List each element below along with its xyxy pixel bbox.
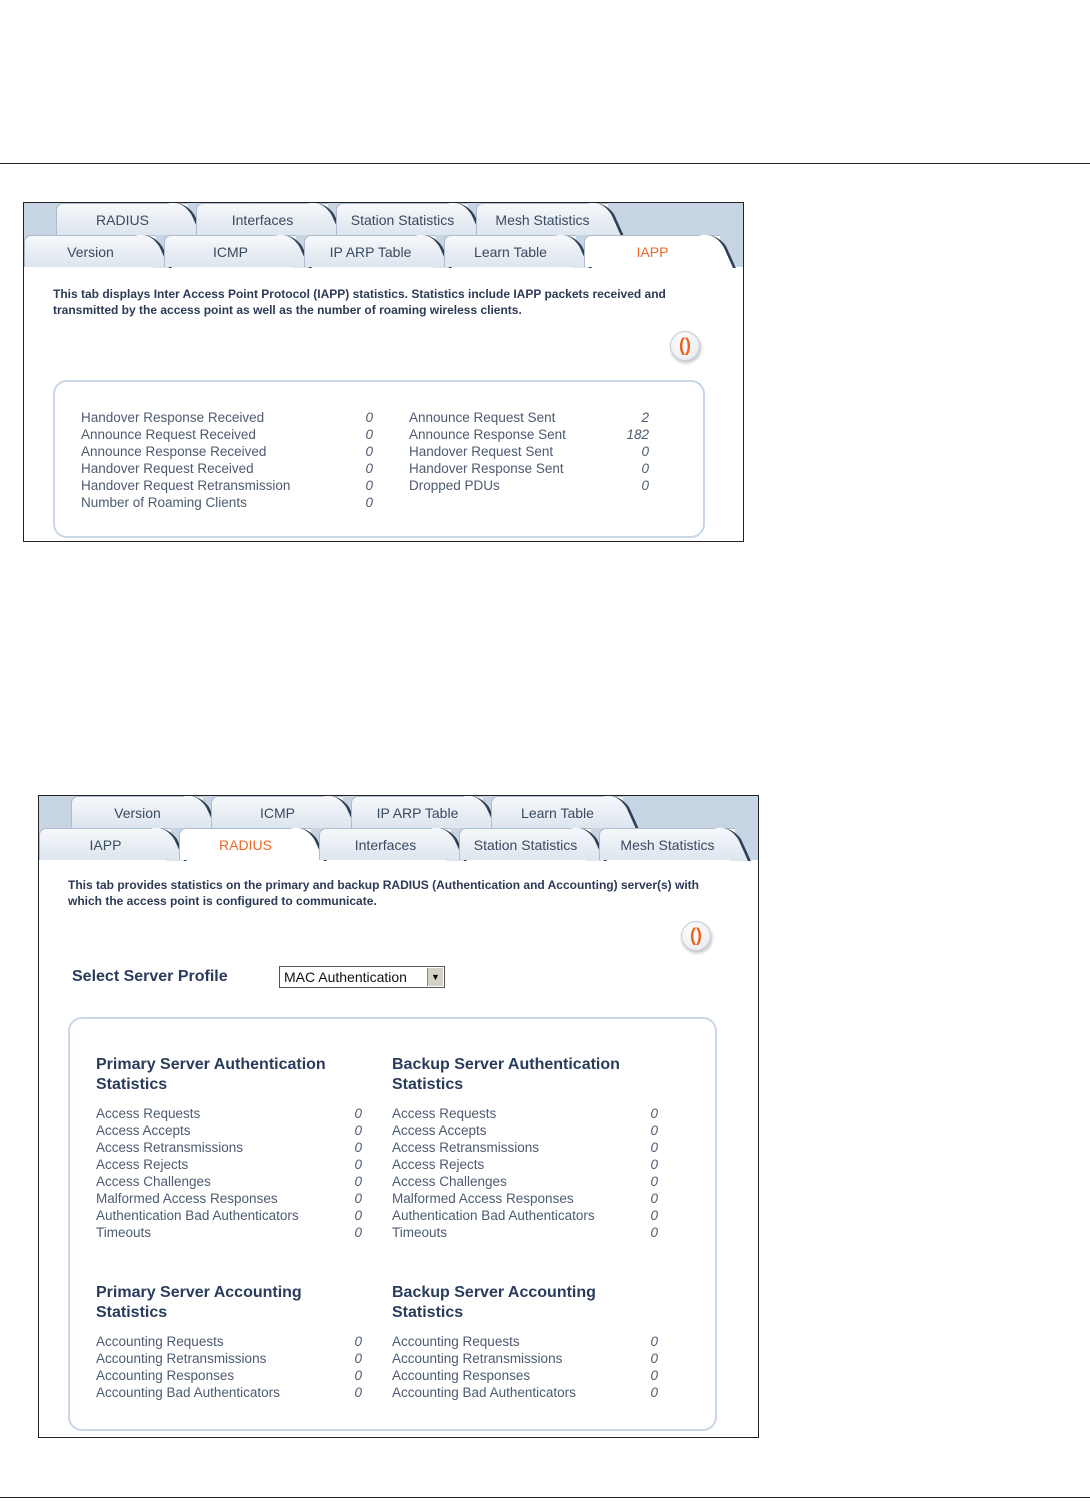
- stat-value: 0: [641, 478, 649, 493]
- stat-value: 0: [365, 444, 373, 459]
- tab-version[interactable]: Version: [24, 235, 156, 267]
- tab-iapp-active[interactable]: IAPP: [584, 235, 720, 267]
- tab-interfaces[interactable]: Interfaces: [196, 203, 328, 235]
- stat-label: Access Requests: [392, 1106, 497, 1121]
- stat-value: 0: [650, 1334, 658, 1349]
- tab-ip-arp-table[interactable]: IP ARP Table: [351, 796, 483, 828]
- tab-mesh-statistics[interactable]: Mesh Statistics: [599, 828, 735, 860]
- stat-value: 0: [650, 1123, 658, 1138]
- stat-label: Authentication Bad Authenticators: [96, 1208, 299, 1223]
- tab-ip-arp-table[interactable]: IP ARP Table: [304, 235, 436, 267]
- tab-icmp[interactable]: ICMP: [164, 235, 296, 267]
- stat-label: Announce Request Received: [81, 427, 256, 442]
- stat-value: 0: [354, 1225, 362, 1240]
- select-server-profile-label: Select Server Profile: [72, 968, 228, 985]
- stat-value: 0: [650, 1385, 658, 1400]
- stat-value: 0: [365, 495, 373, 510]
- refresh-icon[interactable]: (): [681, 921, 711, 951]
- tab-row-top: [39, 796, 758, 828]
- iapp-stats-box: [53, 380, 705, 538]
- stat-label: Access Requests: [96, 1106, 201, 1121]
- stat-label: Accounting Responses: [96, 1368, 235, 1383]
- stat-label: Malformed Access Responses: [392, 1191, 574, 1206]
- server-profile-value: MAC Authentication: [284, 969, 407, 985]
- refresh-icon[interactable]: (): [670, 331, 700, 361]
- stat-label: Announce Response Sent: [409, 427, 566, 442]
- stat-label: Accounting Bad Authenticators: [96, 1385, 280, 1400]
- tab-row-top: [24, 203, 743, 235]
- stat-value: 0: [354, 1106, 362, 1121]
- stat-label: Handover Request Retransmission: [81, 478, 291, 493]
- primary-acct-title: Primary Server Accounting Statistics: [96, 1284, 302, 1321]
- stat-value: 0: [365, 461, 373, 476]
- stat-label: Handover Response Received: [81, 410, 265, 425]
- stat-value: 0: [641, 444, 649, 459]
- radius-panel: [38, 795, 759, 1438]
- stat-value: 0: [650, 1208, 658, 1223]
- radius-description: This tab provides statistics on the primary and backup RADIUS (Authentication and Accounting) server(s) with which the access point is configured to communicate.: [68, 878, 699, 908]
- tab-interfaces[interactable]: Interfaces: [319, 828, 451, 860]
- stat-label: Announce Response Received: [81, 444, 267, 459]
- stat-value: 0: [365, 427, 373, 442]
- stat-label: Timeouts: [96, 1225, 152, 1240]
- stat-value: 0: [650, 1174, 658, 1189]
- page-top-rule: [0, 163, 1090, 164]
- stat-label: Number of Roaming Clients: [81, 495, 247, 510]
- stat-value: 0: [365, 478, 373, 493]
- stat-label: Announce Request Sent: [409, 410, 556, 425]
- stat-value: 0: [650, 1140, 658, 1155]
- stat-value: 0: [650, 1106, 658, 1121]
- stat-label: Accounting Retransmissions: [96, 1351, 267, 1366]
- stat-value: 0: [354, 1123, 362, 1138]
- stat-value: 0: [354, 1368, 362, 1383]
- stat-value: 0: [650, 1191, 658, 1206]
- stat-value: 0: [650, 1225, 658, 1240]
- tab-learn-table[interactable]: Learn Table: [444, 235, 576, 267]
- stat-value: 0: [354, 1351, 362, 1366]
- tab-version[interactable]: Version: [71, 796, 203, 828]
- stat-label: Access Retransmissions: [96, 1140, 244, 1155]
- tab-station-statistics[interactable]: Station Statistics: [336, 203, 468, 235]
- stat-value: 0: [650, 1351, 658, 1366]
- stat-value: 0: [354, 1385, 362, 1400]
- tab-mesh-statistics[interactable]: Mesh Statistics: [476, 203, 608, 235]
- stat-label: Handover Request Received: [81, 461, 254, 476]
- backup-acct-title: Backup Server Accounting Statistics: [392, 1284, 596, 1321]
- stat-label: Access Rejects: [392, 1157, 485, 1172]
- backup-auth-title: Backup Server Authentication Statistics: [392, 1056, 620, 1093]
- tab-station-statistics[interactable]: Station Statistics: [459, 828, 591, 860]
- stat-label: Handover Request Sent: [409, 444, 554, 459]
- stat-value: 0: [354, 1191, 362, 1206]
- stat-label: Access Accepts: [96, 1123, 191, 1138]
- stat-label: Accounting Requests: [392, 1334, 520, 1349]
- stat-value: 0: [354, 1334, 362, 1349]
- stat-value: 0: [354, 1140, 362, 1155]
- stat-label: Accounting Retransmissions: [392, 1351, 563, 1366]
- stat-label: Access Retransmissions: [392, 1140, 540, 1155]
- stat-label: Access Accepts: [392, 1123, 487, 1138]
- tab-learn-table[interactable]: Learn Table: [491, 796, 623, 828]
- stat-label: Authentication Bad Authenticators: [392, 1208, 595, 1223]
- tab-radius-active[interactable]: RADIUS: [179, 828, 311, 860]
- stat-value: 2: [641, 410, 649, 425]
- stat-label: Accounting Responses: [392, 1368, 531, 1383]
- iapp-panel: [23, 202, 744, 542]
- stat-value: 182: [626, 427, 649, 442]
- stat-label: Timeouts: [392, 1225, 448, 1240]
- stat-label: Access Challenges: [392, 1174, 507, 1189]
- primary-auth-title: Primary Server Authentication Statistics: [96, 1056, 326, 1093]
- iapp-description: This tab displays Inter Access Point Protocol (IAPP) statistics. Statistics include IAPP packets received and transmitted by the access point as well as the number of roaming wireless clients.: [53, 287, 666, 317]
- stat-label: Accounting Bad Authenticators: [392, 1385, 576, 1400]
- stat-value: 0: [641, 461, 649, 476]
- stat-value: 0: [650, 1368, 658, 1383]
- chevron-down-icon[interactable]: ▼: [427, 968, 443, 986]
- tab-iapp[interactable]: IAPP: [39, 828, 171, 860]
- stat-label: Access Challenges: [96, 1174, 211, 1189]
- stat-value: 0: [354, 1208, 362, 1223]
- server-profile-select[interactable]: [279, 966, 445, 988]
- radius-stats-box: [68, 1017, 717, 1431]
- stat-value: 0: [354, 1157, 362, 1172]
- tab-row-bottom: [39, 828, 758, 860]
- stat-label: Dropped PDUs: [409, 478, 500, 493]
- tab-icmp[interactable]: ICMP: [211, 796, 343, 828]
- stat-label: Accounting Requests: [96, 1334, 224, 1349]
- stat-value: 0: [354, 1174, 362, 1189]
- stat-label: Access Rejects: [96, 1157, 189, 1172]
- tab-row-bottom: [24, 235, 743, 267]
- stat-value: 0: [650, 1157, 658, 1172]
- stat-label: Malformed Access Responses: [96, 1191, 278, 1206]
- stat-label: Handover Response Sent: [409, 461, 564, 476]
- stat-value: 0: [365, 410, 373, 425]
- tab-radius[interactable]: RADIUS: [56, 203, 188, 235]
- page-bottom-rule: [0, 1497, 1090, 1498]
